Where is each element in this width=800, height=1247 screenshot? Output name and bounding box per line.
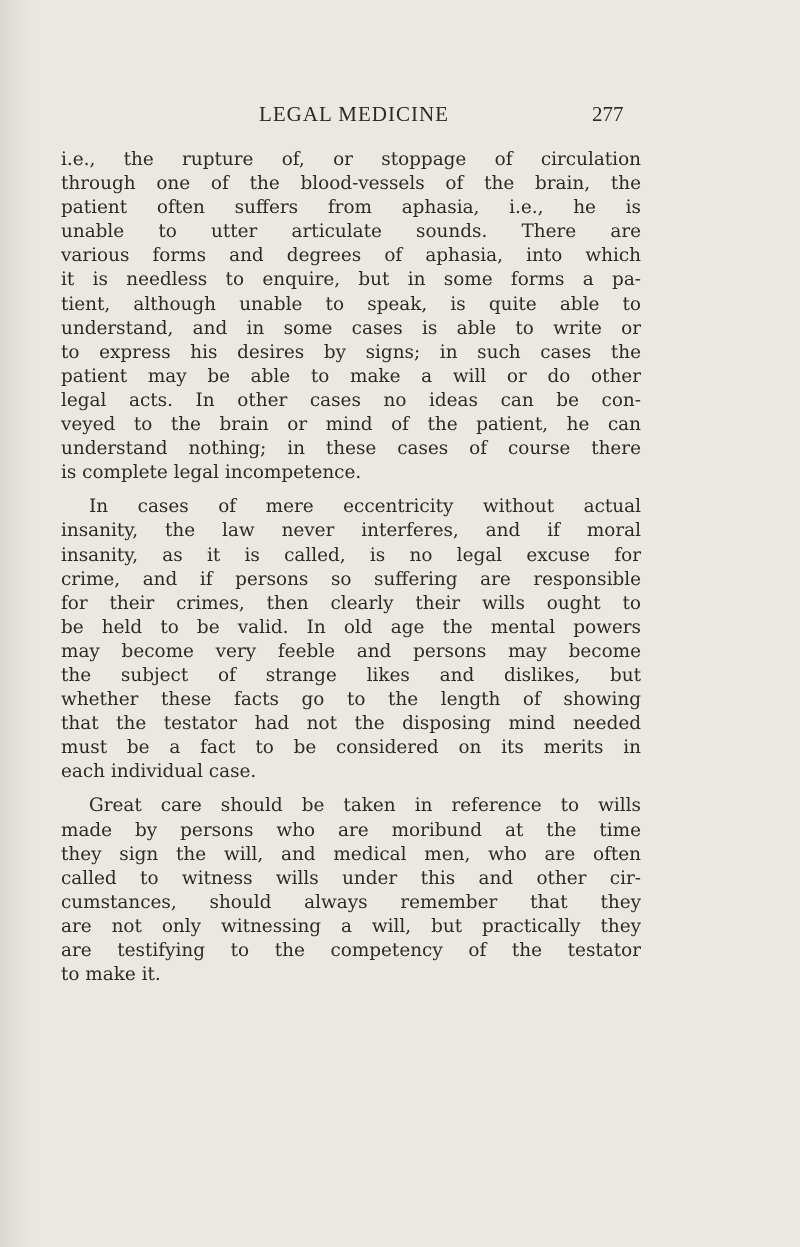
paragraph-spacer <box>61 485 641 495</box>
text-line: various forms and degrees of aphasia, into which <box>61 245 641 267</box>
text-line: made by persons who are moribund at the time <box>61 819 641 841</box>
text-line: insanity, the law never interferes, and if moral <box>61 520 641 542</box>
text-line: is complete legal incompetence. <box>61 462 362 484</box>
text-line: i.e., the rupture of, or stoppage of circulation <box>61 149 641 170</box>
text-line: through one of the blood-vessels of the brain, the <box>61 173 641 195</box>
text-line: are testifying to the competency of the testator <box>61 940 641 961</box>
text-line: patient may be able to make a will or do other <box>61 365 641 387</box>
text-line: each individual case. <box>61 761 257 783</box>
text-line: tient, although unable to speak, is quite able to <box>61 293 641 315</box>
text-line: In cases of mere eccentricity without actual <box>89 496 641 518</box>
paragraph-eccentricity <box>61 495 641 784</box>
text-line: cumstances, should always remember that they <box>61 891 641 913</box>
paragraph-spacer <box>61 784 641 794</box>
page-number: 277 <box>592 102 624 126</box>
text-line: understand nothing; in these cases of course there <box>61 438 641 460</box>
text-line: that the testator had not the disposing mind needed <box>61 713 641 735</box>
text-line: must be a fact to be considered on its merits in <box>61 737 641 759</box>
body-text <box>61 148 641 987</box>
text-line: may become very feeble and persons may become <box>61 640 641 662</box>
text-line: insanity, as it is called, is no legal excuse for <box>61 544 641 566</box>
text-line: Great care should be taken in reference to wills <box>89 795 641 817</box>
text-line: to express his desires by signs; in such cases the <box>61 341 641 363</box>
page-edge-shadow <box>0 0 34 1247</box>
text-line: for their crimes, then clearly their wills ought to <box>61 592 641 614</box>
text-line: to make it. <box>61 964 161 986</box>
text-line: legal acts. In other cases no ideas can be con- <box>61 389 641 411</box>
text-line: patient often suffers from aphasia, i.e., he is <box>61 197 641 219</box>
text-line: unable to utter articulate sounds. There are <box>61 221 641 243</box>
text-line: crime, and if persons so suffering are responsible <box>61 568 641 590</box>
running-head-title: LEGAL MEDICINE <box>259 102 449 126</box>
paragraph-aphasia <box>61 148 641 485</box>
paragraph-moribund-wills <box>61 794 641 987</box>
text-line: the subject of strange likes and dislikes, but <box>61 664 641 686</box>
text-line: be held to be valid. In old age the mental powers <box>61 616 641 638</box>
text-line: are not only witnessing a will, but practically they <box>61 915 641 937</box>
text-line: whether these facts go to the length of showing <box>61 689 641 711</box>
text-line: called to witness wills under this and other cir- <box>61 867 641 889</box>
text-line: veyed to the brain or mind of the patient, he can <box>61 414 641 436</box>
text-line: they sign the will, and medical men, who are often <box>61 843 641 865</box>
text-line: understand, and in some cases is able to write or <box>61 317 641 339</box>
text-line: it is needless to enquire, but in some forms a pa- <box>61 269 641 291</box>
page-header <box>0 102 800 132</box>
